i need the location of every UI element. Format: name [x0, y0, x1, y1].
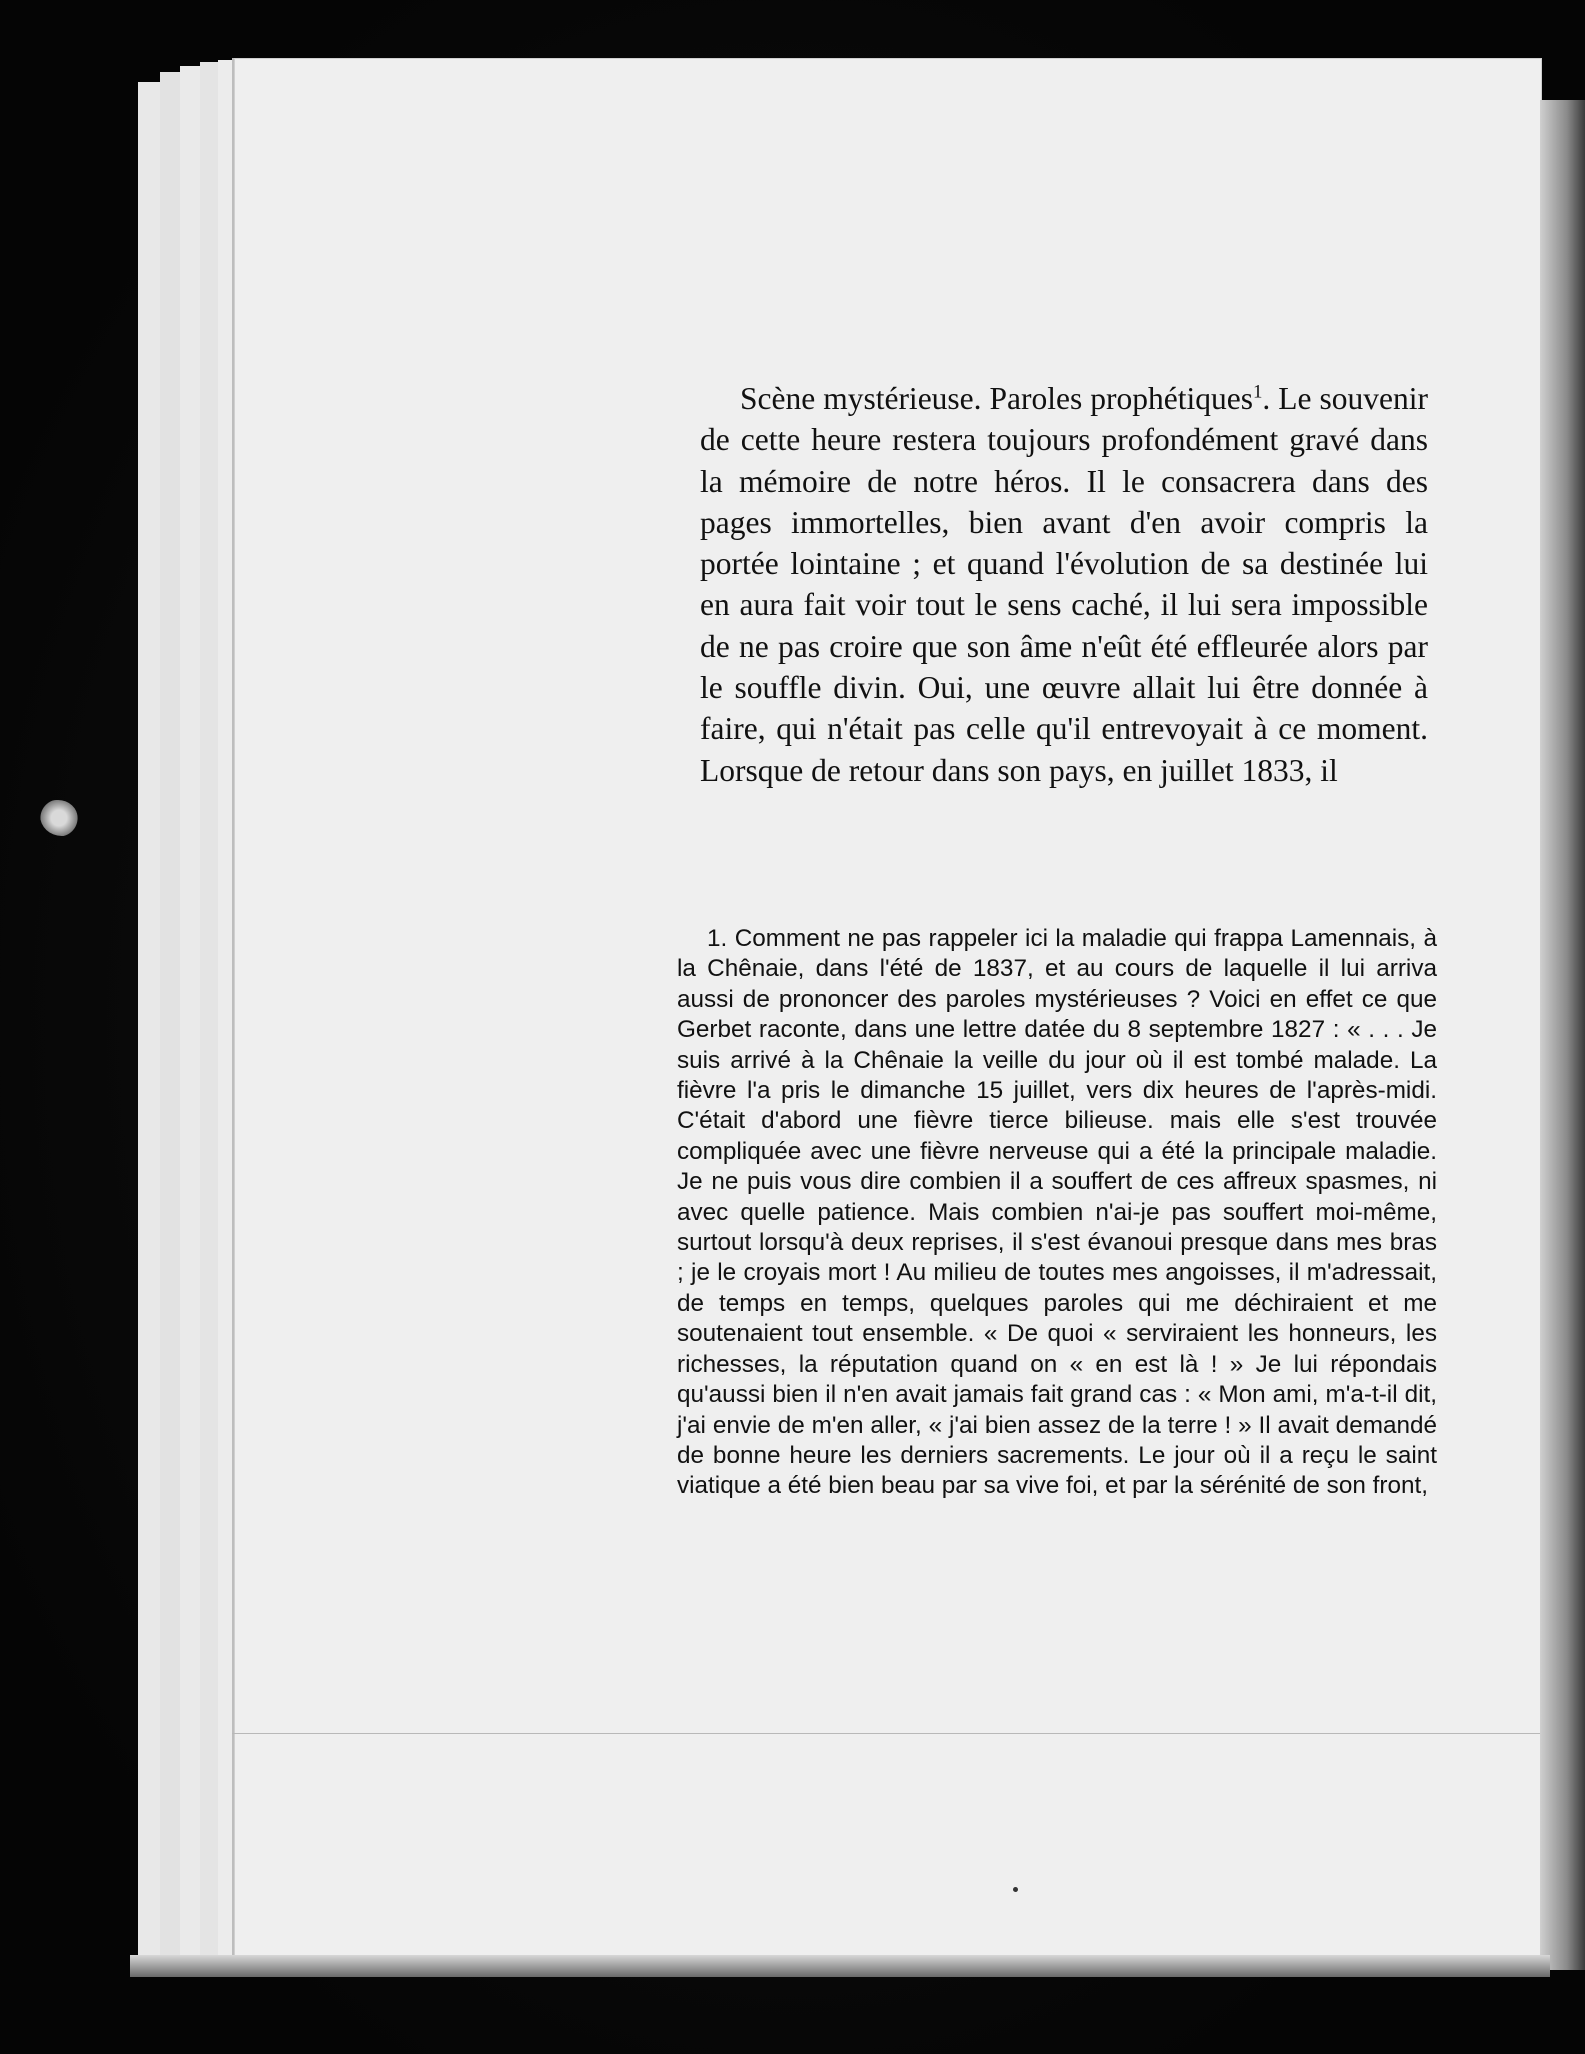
footnote-reference: 1 — [1252, 381, 1263, 403]
main-text — [700, 378, 1428, 791]
page-bottom-edge — [130, 1955, 1550, 1977]
page-gutter-shadow — [1540, 100, 1585, 1970]
main-paragraph-rest: . Le souvenir de cette heure restera toujours profondément gravé dans la mémoire de notre héros. Il le consacrera dans des pages immortelles, bien avant d'en avoir compris la portée lointaine ; et quand l'évolution de sa destinée lui en aura fait voir tout le sens caché, il lui sera impossible de ne pas croire que son âme n'eût été effleurée alors par le souffle divin. Oui, une œuvre allait lui être donnée à faire, qui n'était pas celle qu'il entrevoyait à ce moment. Lorsque de retour dans son pays, en juillet 1833, il — [700, 381, 1428, 788]
main-paragraph — [700, 378, 1428, 791]
footnote-text: 1. Comment ne pas rappeler ici la maladie qui frappa Lamennais, à la Chênaie, dans l'été de 1837, et au cours de laquelle il lui arriva aussi de prononcer des paroles mystérieuses ? Voici en effet ce que Gerbet raconte, dans une lettre datée du 8 septembre 1827 : « . . . Je suis arrivé à la Chênaie la veille du jour où il est tombé malade. La fièvre l'a pris le dimanche 15 juillet, vers dix heures de l'après-midi. C'était d'abord une fièvre tierce bilieuse. mais elle s'est trouvée compliquée avec une fièvre nerveuse qui a été la principale maladie. Je ne puis vous dire combien il a souffert de ces affreux spasmes, ni avec quelle patience. Mais combien n'ai-je pas souffert moi-même, surtout lorsqu'à deux reprises, il s'est évanoui presque dans mes bras ; je le croyais mort ! Au milieu de toutes mes angoisses, il m'adressait, de temps en temps, quelques paroles qui me déchiraient et me soutenaient tout ensemble. « De quoi « serviraient les honneurs, les richesses, la réputation quand on « en est là ! » Je lui répondais qu'aussi bien il n'en avait jamais fait grand cas : « Mon ami, m'a-t-il dit, j'ai envie de m'en aller, « j'ai bien assez de la terre ! » Il avait demandé de bonne heure les derniers sacrements. Le jour où il a reçu le saint viatique a été bien beau par sa vive foi, et par la sérénité de son front, — [677, 925, 1437, 1500]
footnote — [677, 924, 1437, 1502]
main-paragraph-start: Scène mystérieuse. Paroles prophétiques — [740, 381, 1253, 416]
scan-line — [232, 1733, 1540, 1734]
ink-dot — [1013, 1887, 1018, 1892]
